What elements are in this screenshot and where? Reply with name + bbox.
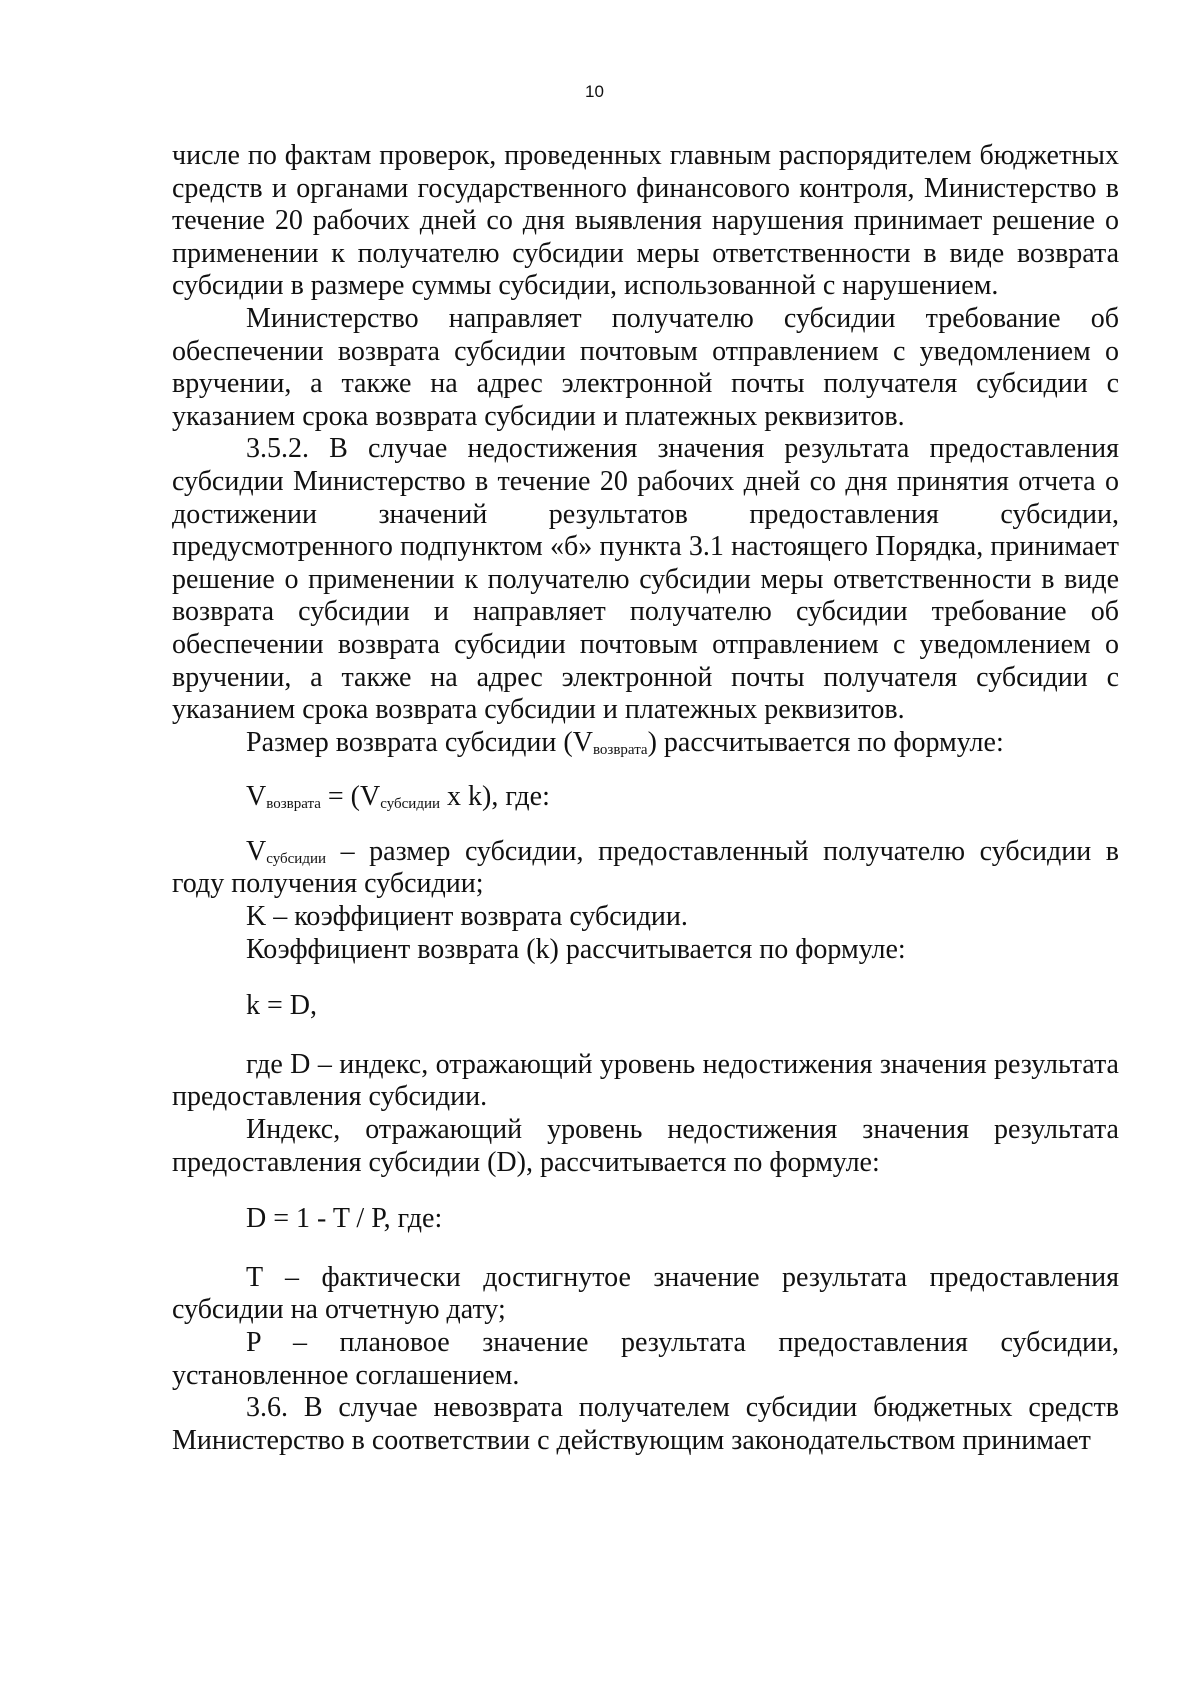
paragraph-k-formula-intro: Коэффициент возврата (k) рассчитывается по формуле: xyxy=(246,933,906,965)
paragraph-refund-size: Размер возврата субсидии $(V_{возврата})$ рассчитывается по формуле: xyxy=(246,726,1004,758)
paragraph-continuation: числе по фактам проверок, проведенных главным распорядителем бюджетных средств и органами государственного финансового контроля, Министерство в течение 20 рабочих дней со дня выявления нарушения принимает решение о применении к получателю субсидии меры ответственности в виде возврата субсидии в размере суммы субсидии, использованной с нарушением. xyxy=(172,140,1119,302)
definition-p: P – плановое значение результата предоставления субсидии, установленное соглашением. xyxy=(172,1327,1119,1391)
formula-d: D = 1 - T / P, где: xyxy=(246,1203,443,1235)
document-body xyxy=(172,140,1119,1457)
paragraph-3-6: 3.6. В случае невозврата получателем субсидии бюджетных средств Министерство в соответствии с действующим законодательством принимает xyxy=(172,1392,1119,1456)
formula-k: k = D, xyxy=(246,990,318,1022)
definition-t: T – фактически достигнутое значение результата предоставления субсидии на отчетную дату; xyxy=(172,1261,1119,1326)
definition-d: где D – индекс, отражающий уровень недостижения значения результата предоставления субсидии. xyxy=(172,1048,1119,1113)
page-number: 10 xyxy=(585,82,604,101)
definition-v-subsidy: $V_{субсидии}$ – размер субсидии, предоставленный получателю субсидии в году получения субсидии; xyxy=(172,835,1119,900)
formula-refund: $V_{возврата} = (V_{субсидии}$ x k), где: xyxy=(246,781,550,813)
paragraph-d-formula-intro: Индекс, отражающий уровень недостижения значения результата предоставления субсидии (D), рассчитывается по формуле: xyxy=(172,1114,1119,1178)
paragraph-3-5-2: 3.5.2. В случае недостижения значения результата предоставления субсидии Министерство в течение 20 рабочих дней со дня принятия отчета о достижении значений результатов предоставления субсидии, предусмотренного подпунктом «б» пункта 3.1 настоящего Порядка, принимает решение о применении к получателю субсидии меры ответственности в виде возврата субсидии и направляет получателю субсидии требование об обеспечении возврата субсидии почтовым отправлением с уведомлением о вручении, а также на адрес электронной почты получателя субсидии с указанием срока возврата субсидии и платежных реквизитов. xyxy=(172,433,1119,726)
paragraph-requirement: Министерство направляет получателю субсидии требование об обеспечении возврата субсидии почтовым отправлением с уведомлением о вручении, а также на адрес электронной почты получателя субсидии с указанием срока возврата субсидии и платежных реквизитов. xyxy=(172,302,1119,432)
definition-k: K – коэффициент возврата субсидии. xyxy=(246,901,688,933)
